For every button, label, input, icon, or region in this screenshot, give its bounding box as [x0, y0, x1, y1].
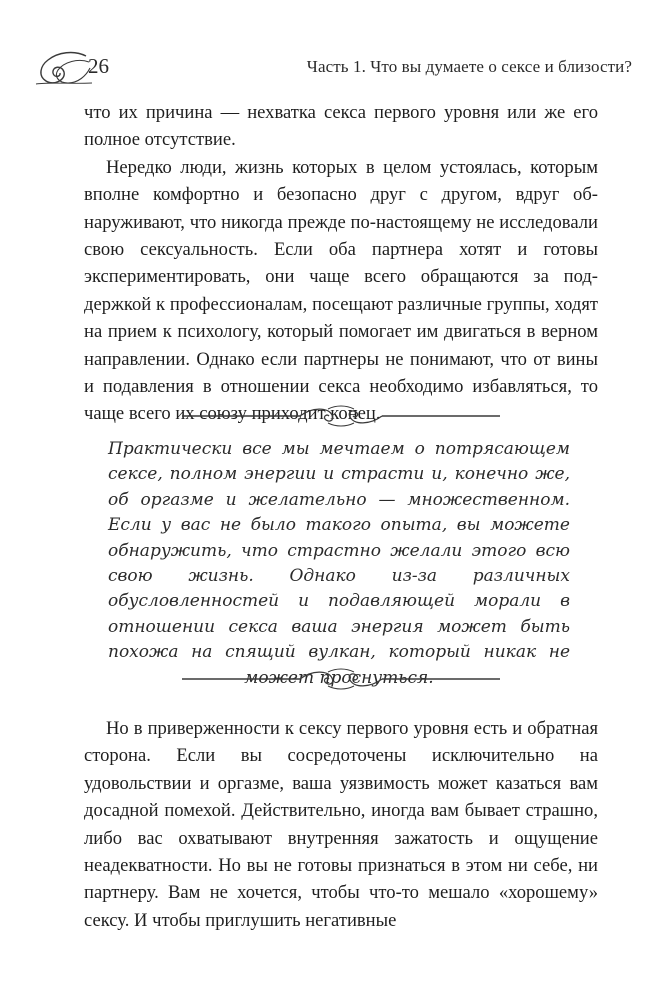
body-text-bottom — [84, 715, 598, 934]
flourish-ornament-icon — [34, 48, 94, 88]
paragraph: что их причина — нехватка секса первого уровня или же его полное отсутствие. — [84, 102, 598, 151]
body-text-top — [84, 99, 598, 428]
scroll-divider-icon — [182, 403, 500, 429]
scroll-divider-icon — [182, 666, 500, 692]
paragraph: Но в приверженности к сексу первого уровня есть и обратная сторона. Если вы сосредоточены исключительно на удовольствии и оргазме, ваша уязвимость может казаться вам досадной помехой. Действительно, иногда вам бывает страшно, либо вас охватывают внутренняя зажатость и ощущение неадекватности. Но вы не готовы признаться в этом ни себе, ни партнеру. Вам не хочется, чтобы что-то мешало «хорошему» сексу. И чтобы приглушить негативные — [84, 718, 598, 931]
page-number: 26 — [88, 54, 109, 78]
running-head: Часть 1. Что вы думаете о сексе и близости? — [306, 57, 632, 76]
paragraph: Нередко люди, жизнь которых в целом устоялась, которым вполне комфортно и безопасно друг с другом, вдруг обнаруживают, что никогда прежде по-настоящему не исследовали свою сексуальность. Если оба партнера хотят и готовы экспериментировать, они чаще всего обращаются за поддержкой к профессионалам, посещают различные группы, ходят на прием к психологу, который помогает им двигаться в верном направлении. Однако если партнеры не понимают, что от вины и подавления в отношении секса необходимо избавляться, то чаще всего их союзу приходит конец. — [84, 156, 598, 425]
pull-quote: Практически все мы мечтаем о потрясающем сексе, полном энергии и страсти и, конечно же, об оргазме и желательно — множественном. Если у вас не было такого опыта, вы можете обнаружить, что страстно желали этого всю свою жизнь. Однако из-за различных обусловленностей и подавляющей морали в отношении секса ваша энергия может быть похожа на спящий вулкан, который никак не может проснуться. — [108, 439, 570, 688]
page-header — [34, 48, 632, 88]
